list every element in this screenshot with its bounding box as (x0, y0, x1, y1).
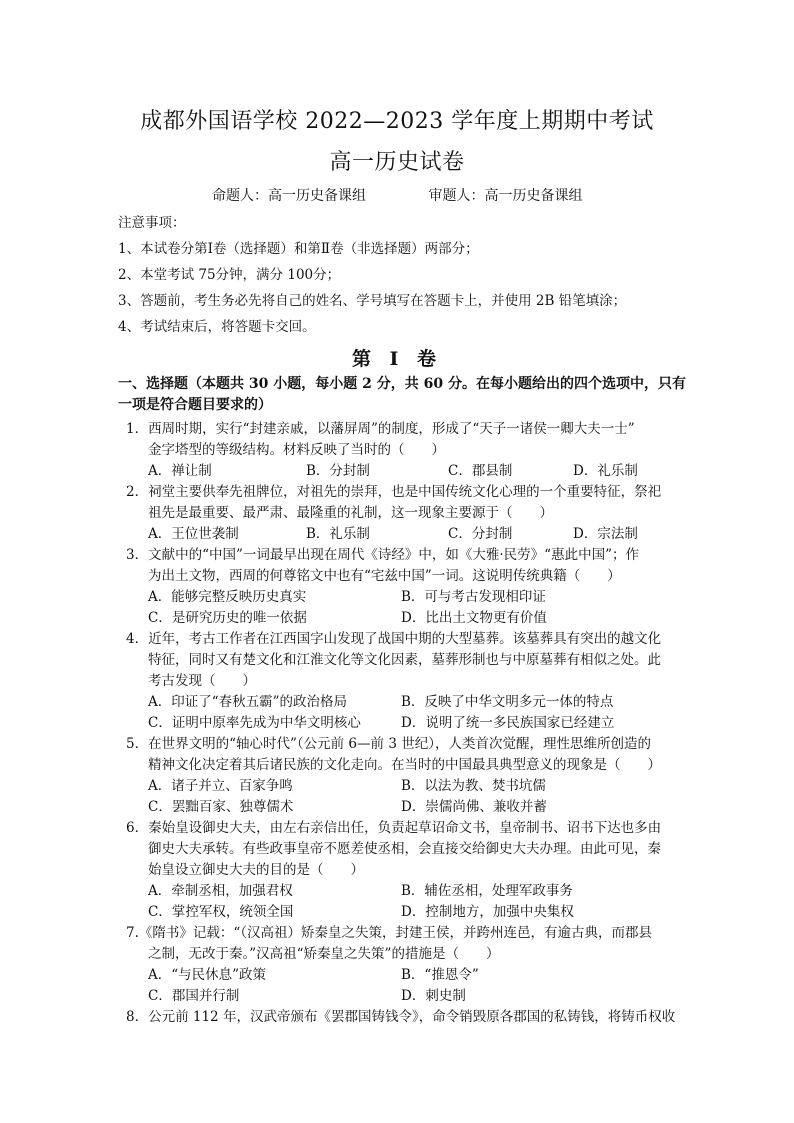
answer-option: C．分封制 (448, 526, 513, 542)
answer-option: D．礼乐制 (573, 463, 638, 479)
question-stem-continued: 为出土文物，西周的何尊铭文中也有“宅兹中国”一词。这说明传统典籍（ ） (148, 568, 621, 584)
options-row (118, 713, 688, 734)
answer-option: D．控制地方，加强中央集权 (401, 904, 574, 920)
question-stem-continued: 金字塔型的等级结构。材料反映了当时的（ ） (148, 442, 445, 458)
question-item (118, 482, 688, 545)
question-stem: 3．文献中的“中国”一词最早出现在周代《诗经》中，如《大雅·民劳》“惠此中国”；作 (126, 547, 639, 563)
question-item (118, 545, 688, 629)
options-row (118, 524, 688, 545)
notes-item: 2、本堂考试 75分钟，满分 100分； (118, 267, 341, 283)
options-row (118, 965, 688, 986)
options-row (118, 986, 688, 1007)
notes-heading: 注意事项： (118, 215, 186, 231)
answer-option: D．说明了统一多民族国家已经建立 (401, 715, 615, 731)
answer-option: D．比出土文物更有价值 (401, 610, 547, 626)
question-stem: 4．近年，考古工作者在江西国字山发现了战国中期的大型墓葬。该墓葬具有突出的越文化 (126, 631, 662, 647)
answer-option: C．证明中原率先成为中华文明核心 (148, 715, 361, 731)
setter-label: 命题人：高一历史备课组 (212, 188, 366, 204)
question-stem-continued: 之制，无改于秦。”汉高祖“矫秦皇之失策”的措施是（ ） (148, 946, 500, 962)
question-stem: 2．祠堂主要供奉先祖牌位，对祖先的崇拜，也是中国传统文化心理的一个重要特征，祭祀 (126, 484, 662, 500)
exam-subtitle: 高一历史试卷 (329, 150, 465, 175)
answer-option: A．牵制丞相，加强君权 (148, 883, 293, 899)
answer-option: B．反映了中华文明多元一体的特点 (401, 694, 614, 710)
instruction-line: 一项是符合题目要求的） (118, 397, 272, 413)
answer-option: B．分封制 (306, 463, 370, 479)
question-stem: 8．公元前 112 年，汉武帝颁布《罢郡国铸钱令》，命令销毁原各郡国的私铸钱，将铸币权收 (126, 1009, 676, 1025)
section-title: 第 Ⅰ 卷 (351, 348, 443, 370)
options-row (118, 776, 688, 797)
answer-option: A．“与民休息”政策 (148, 967, 267, 983)
exam-title: 成都外国语学校 2022—2023 学年度上期期中考试 (140, 109, 654, 134)
answer-option: B．以法为教、焚书坑儒 (401, 778, 546, 794)
question-item (118, 419, 688, 482)
notes-item: 4、考试结束后，将答题卡交回。 (118, 319, 316, 335)
options-row (118, 902, 688, 923)
question-stem-continued: 御史大夫承转。有些政事皇帝不愿差使丞相，会直接交给御史大夫办理。由此可见，秦 (148, 841, 661, 857)
notes-item: 1、本试卷分第Ⅰ卷（选择题）和第Ⅱ卷（非选择题）两部分； (118, 241, 479, 257)
question-list (118, 419, 688, 1028)
instruction-line: 一、选择题（本题共 30 小题，每小题 2 分，共 60 分。在每小题给出的四个选项中，只有 (118, 376, 686, 392)
question-stem: 1．西周时期，实行“封建亲戚，以藩屏周”的制度，形成了“天子一诸侯一卿大夫一士” (126, 421, 635, 437)
answer-option: D．宗法制 (573, 526, 638, 542)
question-stem-continued: 精神文化决定着其后诸民族的文化走向。在当时的中国最具典型意义的现象是（ ） (148, 757, 661, 773)
question-stem: 7.《隋书》记载：“（汉高祖）矫秦皇之失策，封建王侯，并跨州连邑，有逾古典，而郡县 (126, 925, 653, 941)
part-instructions (118, 374, 690, 416)
options-row (118, 797, 688, 818)
reviewer-label: 审题人：高一历史备课组 (428, 188, 583, 204)
question-stem-continued: 考古发现（ ） (148, 673, 256, 689)
question-item (118, 734, 688, 818)
question-stem: 5．在世界文明的“轴心时代”（公元前 6—前 3 世纪），人类首次觉醒，理性思维所创造的 (126, 736, 651, 752)
options-row (118, 461, 688, 482)
answer-option: C．罢黜百家、独尊儒术 (148, 799, 294, 815)
answer-option: D．刺史制 (401, 988, 466, 1004)
question-stem-continued: 始皇设立御史大夫的目的是（ ） (148, 862, 364, 878)
answer-option: B．“推恩令” (401, 967, 479, 983)
options-row (118, 587, 688, 608)
options-row (118, 881, 688, 902)
answer-option: B．可与考古发现相印证 (401, 589, 546, 605)
answer-option: B．辅佐丞相，处理军政事务 (401, 883, 573, 899)
question-stem: 6．秦始皇设御史大夫，由左右亲信出任，负责起草诏命文书，皇帝制书、诏书下达也多由 (126, 820, 662, 836)
options-row (118, 608, 688, 629)
question-stem-continued: 祖先是最重要、最严肃、最隆重的礼制，这一现象主要源于（ ） (148, 505, 553, 521)
exam-notes (118, 210, 626, 340)
answer-option: A．禅让制 (148, 463, 212, 479)
answer-option: A．能够完整反映历史真实 (148, 589, 307, 605)
answer-option: C．郡国并行制 (148, 988, 240, 1004)
question-item (118, 1007, 688, 1028)
question-item (118, 923, 688, 1007)
answer-option: D．崇儒尚佛、兼收并蓄 (401, 799, 547, 815)
notes-item: 3、答题前，考生务必先将自己的姓名、学号填写在答题卡上，并使用 2B 铅笔填涂； (118, 293, 627, 309)
question-item (118, 629, 688, 734)
answer-option: B．礼乐制 (306, 526, 370, 542)
options-row (118, 692, 688, 713)
answer-option: A．王位世袭制 (148, 526, 239, 542)
authors-line (212, 185, 582, 205)
answer-option: A．诸子并立、百家争鸣 (148, 778, 293, 794)
question-stem-continued: 特征，同时又有楚文化和江淮文化等文化因素，墓葬形制也与中原墓葬有相似之处。此 (148, 652, 661, 668)
answer-option: C．掌控军权，统领全国 (148, 904, 294, 920)
answer-option: C．郡县制 (448, 463, 513, 479)
answer-option: C．是研究历史的唯一依据 (148, 610, 307, 626)
answer-option: A．印证了“春秋五霸”的政治格局 (148, 694, 348, 710)
question-item (118, 818, 688, 923)
